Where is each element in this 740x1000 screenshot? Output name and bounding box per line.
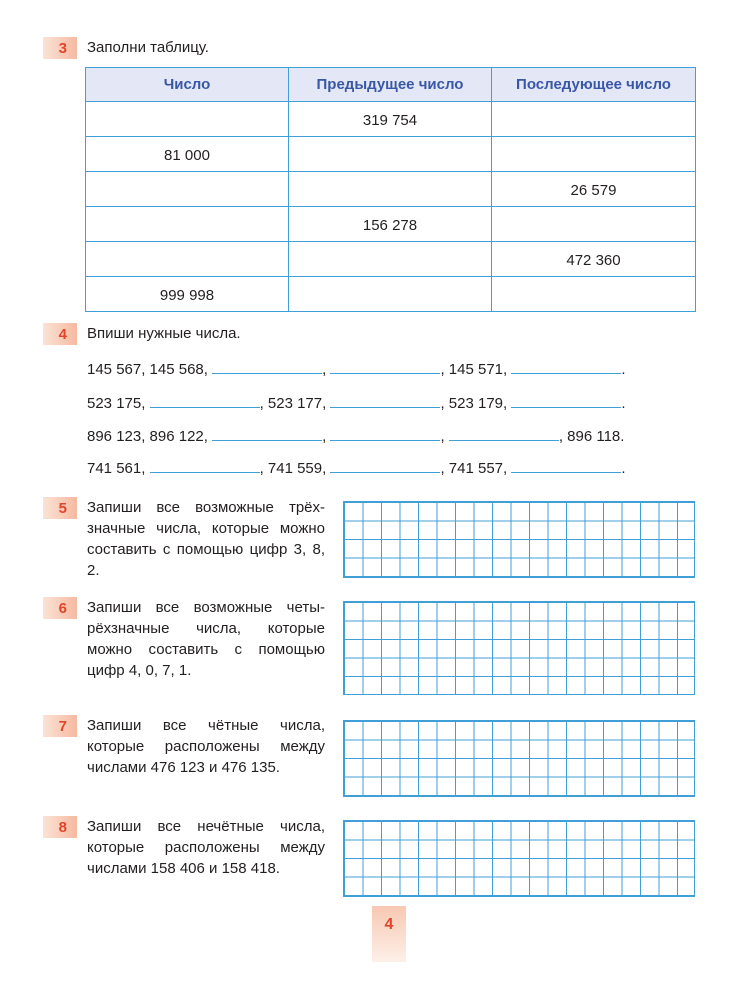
table-cell[interactable]: 472 360 — [492, 242, 696, 277]
task-number-badge: 6 — [43, 597, 77, 619]
sequence-text: , — [322, 428, 327, 445]
sequence-text: . — [621, 361, 626, 378]
sequence-text: , 741 559, — [259, 460, 327, 477]
table-cell[interactable] — [492, 137, 696, 172]
sequence-text: 523 175, — [87, 395, 146, 412]
page-number: 4 — [372, 906, 406, 962]
table-row — [86, 277, 696, 312]
table-cell[interactable] — [86, 207, 289, 242]
sequence-text: . — [621, 460, 626, 477]
sequence-text: , 741 557, — [440, 460, 508, 477]
table-cell[interactable] — [289, 277, 492, 312]
task-text: Запиши все возможные четырёхзначные числа, которые можно составить с помощью цифр 4, 0, 7, 1. — [87, 599, 325, 679]
sequence-text: , — [440, 428, 445, 445]
answer-blank[interactable] — [330, 391, 440, 408]
sequence-text: , 896 118. — [558, 428, 625, 445]
table-cell[interactable] — [289, 172, 492, 207]
sequence-text: 145 567, 145 568, — [87, 361, 208, 378]
sequence-text: . — [621, 395, 626, 412]
sequence-text: 896 123, 896 122, — [87, 428, 208, 445]
answer-blank[interactable] — [150, 391, 260, 408]
table-row — [86, 172, 696, 207]
table-cell[interactable]: 81 000 — [86, 137, 289, 172]
column-header-number: Число — [86, 68, 289, 102]
table-cell[interactable] — [86, 102, 289, 137]
answer-blank[interactable] — [212, 357, 322, 374]
table-cell[interactable]: 156 278 — [289, 207, 492, 242]
answer-blank[interactable] — [511, 391, 621, 408]
table-row — [86, 137, 696, 172]
task-number-badge: 7 — [43, 715, 77, 737]
task-number-badge: 8 — [43, 816, 77, 838]
task-number-badge: 3 — [43, 37, 77, 59]
table-cell[interactable] — [492, 277, 696, 312]
answer-blank[interactable] — [330, 456, 440, 473]
table-row — [86, 242, 696, 277]
sequence-line — [87, 424, 624, 447]
answer-blank[interactable] — [511, 357, 621, 374]
table-cell[interactable]: 26 579 — [492, 172, 696, 207]
answer-grid[interactable] — [343, 820, 695, 897]
column-header-next: Последующее число — [492, 68, 696, 102]
sequence-text: , 523 177, — [259, 395, 327, 412]
task-title: Заполни таблицу. — [87, 39, 209, 56]
table-cell[interactable]: 999 998 — [86, 277, 289, 312]
task-title: Впиши нужные числа. — [87, 325, 241, 342]
table-header-row — [86, 68, 696, 102]
task-text: Запиши все чётные числа, которые расположены между числами 476 123 и 476 135. — [87, 717, 325, 776]
task-number-badge: 4 — [43, 323, 77, 345]
answer-blank[interactable] — [330, 357, 440, 374]
number-table — [85, 67, 696, 312]
sequence-text: , 145 571, — [440, 361, 508, 378]
answer-grid[interactable] — [343, 720, 695, 797]
table-cell[interactable] — [492, 102, 696, 137]
table-cell[interactable] — [492, 207, 696, 242]
answer-grid[interactable] — [343, 601, 695, 695]
sequence-line — [87, 357, 626, 380]
table-row — [86, 102, 696, 137]
sequence-text: , — [322, 361, 327, 378]
table-cell[interactable]: 319 754 — [289, 102, 492, 137]
table-cell[interactable] — [86, 242, 289, 277]
task-text: Запиши все возможные трёхзначные числа, которые можно составить с помощью цифр 3, 8, 2. — [87, 499, 325, 579]
answer-blank[interactable] — [330, 424, 440, 441]
sequence-text: 741 561, — [87, 460, 146, 477]
answer-grid[interactable] — [343, 501, 695, 578]
answer-blank[interactable] — [212, 424, 322, 441]
sequence-text: , 523 179, — [440, 395, 508, 412]
table-cell[interactable] — [289, 242, 492, 277]
answer-blank[interactable] — [449, 424, 559, 441]
sequence-line — [87, 391, 626, 414]
sequence-line — [87, 456, 626, 479]
column-header-previous: Предыдущее число — [289, 68, 492, 102]
task-text: Запиши все нечётные числа, которые расположены между числами 158 406 и 158 418. — [87, 818, 325, 877]
answer-blank[interactable] — [150, 456, 260, 473]
table-cell[interactable] — [86, 172, 289, 207]
task-number-badge: 5 — [43, 497, 77, 519]
answer-blank[interactable] — [511, 456, 621, 473]
table-row — [86, 207, 696, 242]
table-cell[interactable] — [289, 137, 492, 172]
